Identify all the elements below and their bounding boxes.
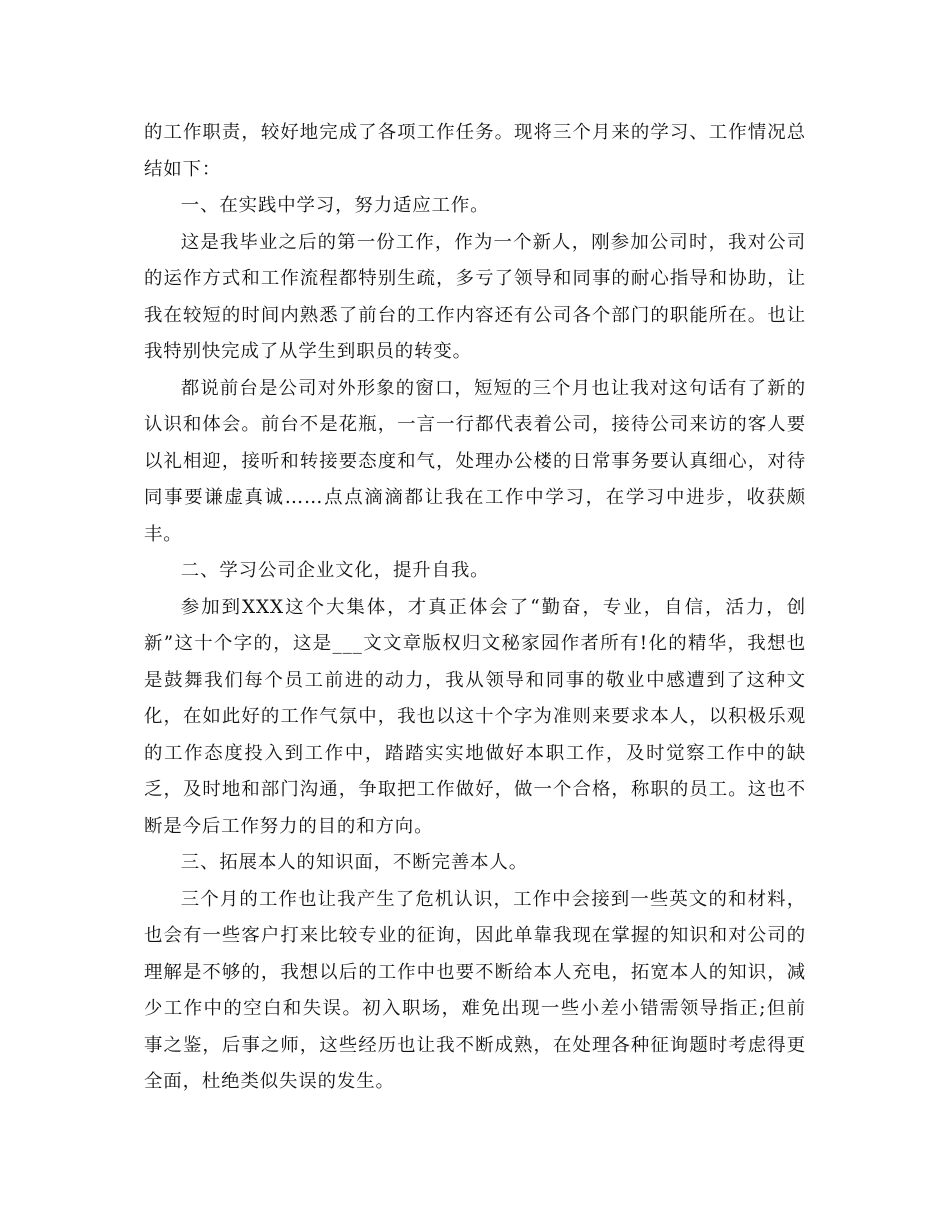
section-heading-1: 一、在实践中学习，努力适应工作。 [180, 195, 490, 216]
paragraph-front-desk: 都说前台是公司对外形象的窗口，短短的三个月也让我对这句话有了新的认识和体会。前台不是花瓶，一言一行都代表着公司，接待公司来访的客人要以礼相迎，接听和转接要态度和气，处理办公楼的日常事务要认真细心，对待同事要谦虚真诚……点点滴滴都让我在工作中学习，在学习中进步，收获颇丰。 [144, 377, 806, 545]
section-heading-2: 二、学习公司企业文化，提升自我。 [180, 560, 490, 581]
paragraph-knowledge: 三个月的工作也让我产生了危机认识，工作中会接到一些英文的和材料，也会有一些客户打来比较专业的征询，因此单靠我现在掌握的知识和对公司的理解是不够的，我想以后的工作中也要不断给本人充电，拓宽本人的知识，减少工作中的空白和失误。初入职场，难免出现一些小差小错需领导指正;但前事之鉴，后事之师，这些经历也让我不断成熟，在处理各种征询题时考虑得更全面，杜绝类似失误的发生。 [144, 888, 806, 1092]
paragraph-first-job: 这是我毕业之后的第一份工作，作为一个新人，刚参加公司时，我对公司的运作方式和工作流程都特别生疏，多亏了领导和同事的耐心指导和协助，让我在较短的时间内熟悉了前台的工作内容还有公司各个部门的职能所在。也让我特别快完成了从学生到职员的转变。 [144, 231, 806, 362]
paragraph-company-culture: 参加到XXX这个大集体，才真正体会了“勤奋，专业，自信，活力，创新”这十个字的，这是___文文章版权归文秘家园作者所有!化的精华，我想也是鼓舞我们每个员工前进的动力，我从领导和同事的敬业中感遭到了这种文化，在如此好的工作气氛中，我也以这十个字为准则来要求本人，以积极乐观的工作态度投入到工作中，踏踏实实地做好本职工作，及时觉察工作中的缺乏，及时地和部门沟通，争取把工作做好，做一个合格，称职的员工。这也不断是今后工作努力的目的和方向。 [144, 596, 806, 837]
paragraph-intro-continuation: 的工作职责，较好地完成了各项工作任务。现将三个月来的学习、工作情况总结如下： [144, 122, 806, 180]
document-body [144, 115, 806, 1101]
section-heading-3: 三、拓展本人的知识面，不断完善本人。 [180, 852, 529, 873]
